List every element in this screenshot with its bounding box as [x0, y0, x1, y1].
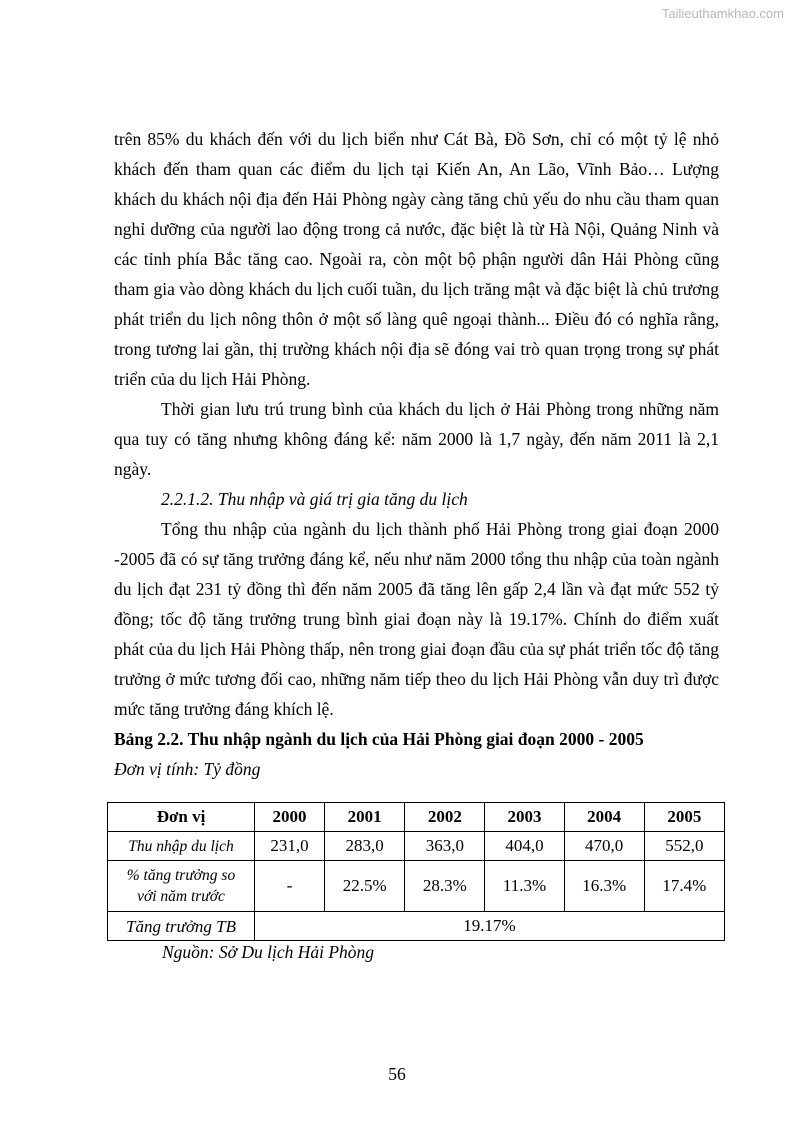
- table-cell: 16.3%: [564, 861, 644, 912]
- document-body: [114, 124, 719, 784]
- table-row: [108, 912, 725, 941]
- table-cell: 17.4%: [644, 861, 724, 912]
- table-cell: 22.5%: [325, 861, 405, 912]
- table-source: Nguồn: Sở Du lịch Hải Phòng: [162, 942, 375, 962]
- table-cell: 404,0: [485, 832, 564, 861]
- table-row: [108, 832, 725, 861]
- table-unit: Đơn vị tính: Tỷ đồng: [114, 759, 261, 779]
- row-label: [108, 861, 255, 912]
- table-cell: 11.3%: [485, 861, 564, 912]
- header-cell: 2005: [644, 803, 724, 832]
- table-cell: 363,0: [405, 832, 485, 861]
- income-table: [107, 802, 725, 941]
- watermark: Tailieuthamkhao.com: [661, 6, 784, 21]
- header-cell: 2001: [325, 803, 405, 832]
- table-row: [108, 861, 725, 912]
- table-header-row: [108, 803, 725, 832]
- header-cell: 2000: [255, 803, 325, 832]
- table-cell: 28.3%: [405, 861, 485, 912]
- table-cell: 231,0: [255, 832, 325, 861]
- header-cell: 2004: [564, 803, 644, 832]
- table-cell: 552,0: [644, 832, 724, 861]
- header-cell: 2003: [485, 803, 564, 832]
- header-cell: 2002: [405, 803, 485, 832]
- paragraph-1: trên 85% du khách đến với du lịch biển như Cát Bà, Đồ Sơn, chỉ có một tỷ lệ nhỏ khách đến tham quan các điểm du lịch tại Kiến An, An Lão, Vĩnh Bảo… Lượng khách du khách nội địa đến Hải Phòng ngày càng tăng chủ yếu do nhu cầu tham quan nghỉ dưỡng của người lao động trong cả nước, đặc biệt là từ Hà Nội, Quảng Ninh và các tỉnh phía Bắc tăng cao. Ngoài ra, còn một bộ phận người dân Hải Phòng cũng tham gia vào dòng khách du lịch cuối tuần, du lịch trăng mật và đặc biệt là chủ trương phát triển du lịch nông thôn ở một số làng quê ngoại thành... Điều đó có nghĩa rằng, trong tương lai gần, thị trường khách nội địa sẽ đóng vai trò quan trọng trong sự phát triển của du lịch Hải Phòng.: [114, 129, 719, 389]
- table-cell: 19.17%: [255, 912, 725, 941]
- row-label-line: với năm trước: [137, 888, 225, 905]
- paragraph-2: Thời gian lưu trú trung bình của khách du lịch ở Hải Phòng trong những năm qua tuy có tăng nhưng không đáng kể: năm 2000 là 1,7 ngày, đến năm 2011 là 2,1 ngày.: [114, 399, 719, 479]
- table-cell: 470,0: [564, 832, 644, 861]
- section-heading: 2.2.1.2. Thu nhập và giá trị gia tăng du lịch: [161, 489, 468, 509]
- table-title: Bảng 2.2. Thu nhập ngành du lịch của Hải Phòng giai đoạn 2000 - 2005: [114, 729, 644, 749]
- row-label-line: % tăng trưởng so: [126, 867, 236, 884]
- page-number: 56: [388, 1064, 406, 1084]
- row-label: Thu nhập du lịch: [108, 832, 255, 861]
- table-cell: -: [255, 861, 325, 912]
- paragraph-3: Tổng thu nhập của ngành du lịch thành phố Hải Phòng trong giai đoạn 2000 -2005 đã có sự tăng trưởng đáng kể, nếu như năm 2000 tổng thu nhập của toàn ngành du lịch đạt 231 tỷ đồng thì đến năm 2005 đã tăng lên gấp 2,4 lần và đạt mức 552 tỷ đồng; tốc độ tăng trưởng trung bình giai đoạn này là 19.17%. Chính do điểm xuất phát của du lịch Hải Phòng thấp, nên trong giai đoạn đầu của sự phát triển tốc độ tăng trưởng ở mức tương đối cao, những năm tiếp theo du lịch Hải Phòng vẫn duy trì được mức tăng trưởng đáng khích lệ.: [114, 519, 719, 719]
- table-cell: 283,0: [325, 832, 405, 861]
- row-label: Tăng trưởng TB: [108, 912, 255, 941]
- header-cell: Đơn vị: [108, 803, 255, 832]
